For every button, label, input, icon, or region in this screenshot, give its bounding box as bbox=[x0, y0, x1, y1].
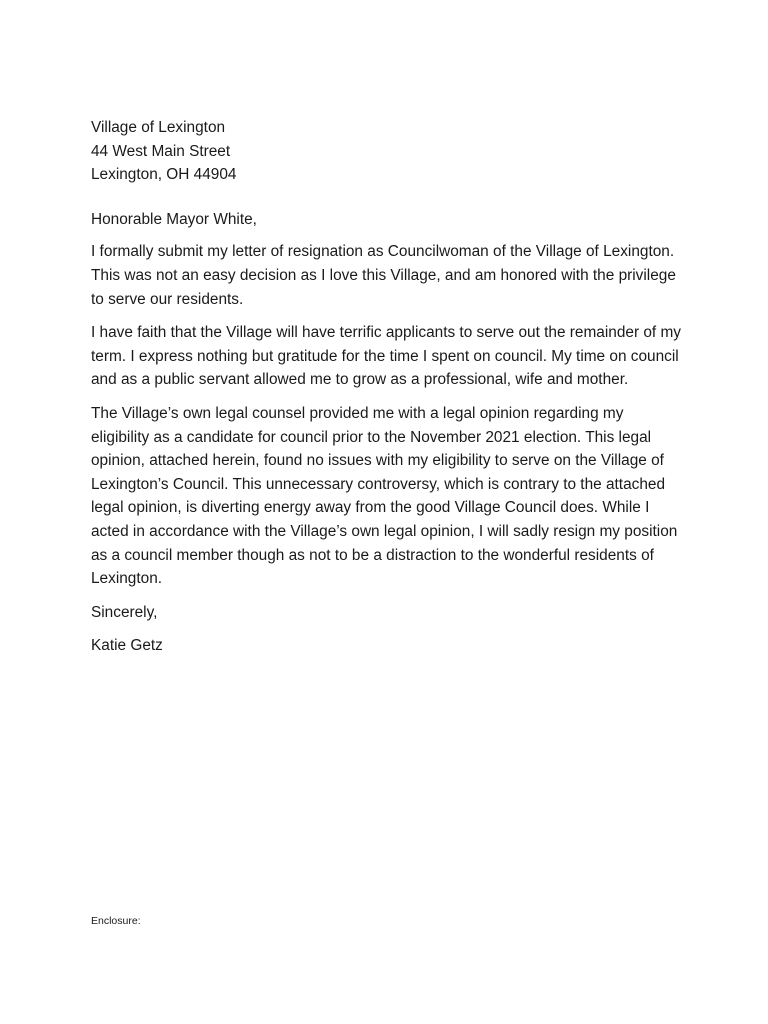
address-line-organization: Village of Lexington bbox=[91, 119, 226, 136]
paragraph-resignation: I formally submit my letter of resignation as Councilwoman of the Village of Lexington. This was not an easy decision as I love this Village, and am honored with the privilege to serve our residents. bbox=[91, 243, 676, 308]
closing: Sincerely, bbox=[91, 603, 158, 621]
paragraph-legal-opinion: The Village’s own legal counsel provided me with a legal opinion regarding my eligibility as a candidate for council prior to the November 2021 election. This legal opinion, attached herein, found no issues with my eligibility to serve on the Village of Lexington’s Council. This unnecessary controversy, which is contrary to the attached legal opinion, is diverting energy away from the good Village Council does. While I acted in accordance with the Village’s own legal opinion, I will sadly resign my position as a council member though as not to be a distraction to the wonderful residents of Lexington. bbox=[91, 404, 678, 588]
signature-name: Katie Getz bbox=[91, 637, 163, 655]
letter-body bbox=[91, 116, 681, 658]
address-line-city: Lexington, OH 44904 bbox=[91, 166, 237, 184]
paragraph-gratitude: I have faith that the Village will have terrific applicants to serve out the remainder of my term. I express nothing but gratitude for the time I spent on council. My time on council and as a public servant allowed me to grow as a professional, wife and mother. bbox=[91, 324, 681, 389]
enclosure-note: Enclosure: bbox=[91, 915, 141, 927]
address-line-street: 44 West Main Street bbox=[91, 142, 231, 160]
recipient-address bbox=[91, 116, 681, 187]
salutation: Honorable Mayor White, bbox=[91, 210, 257, 228]
